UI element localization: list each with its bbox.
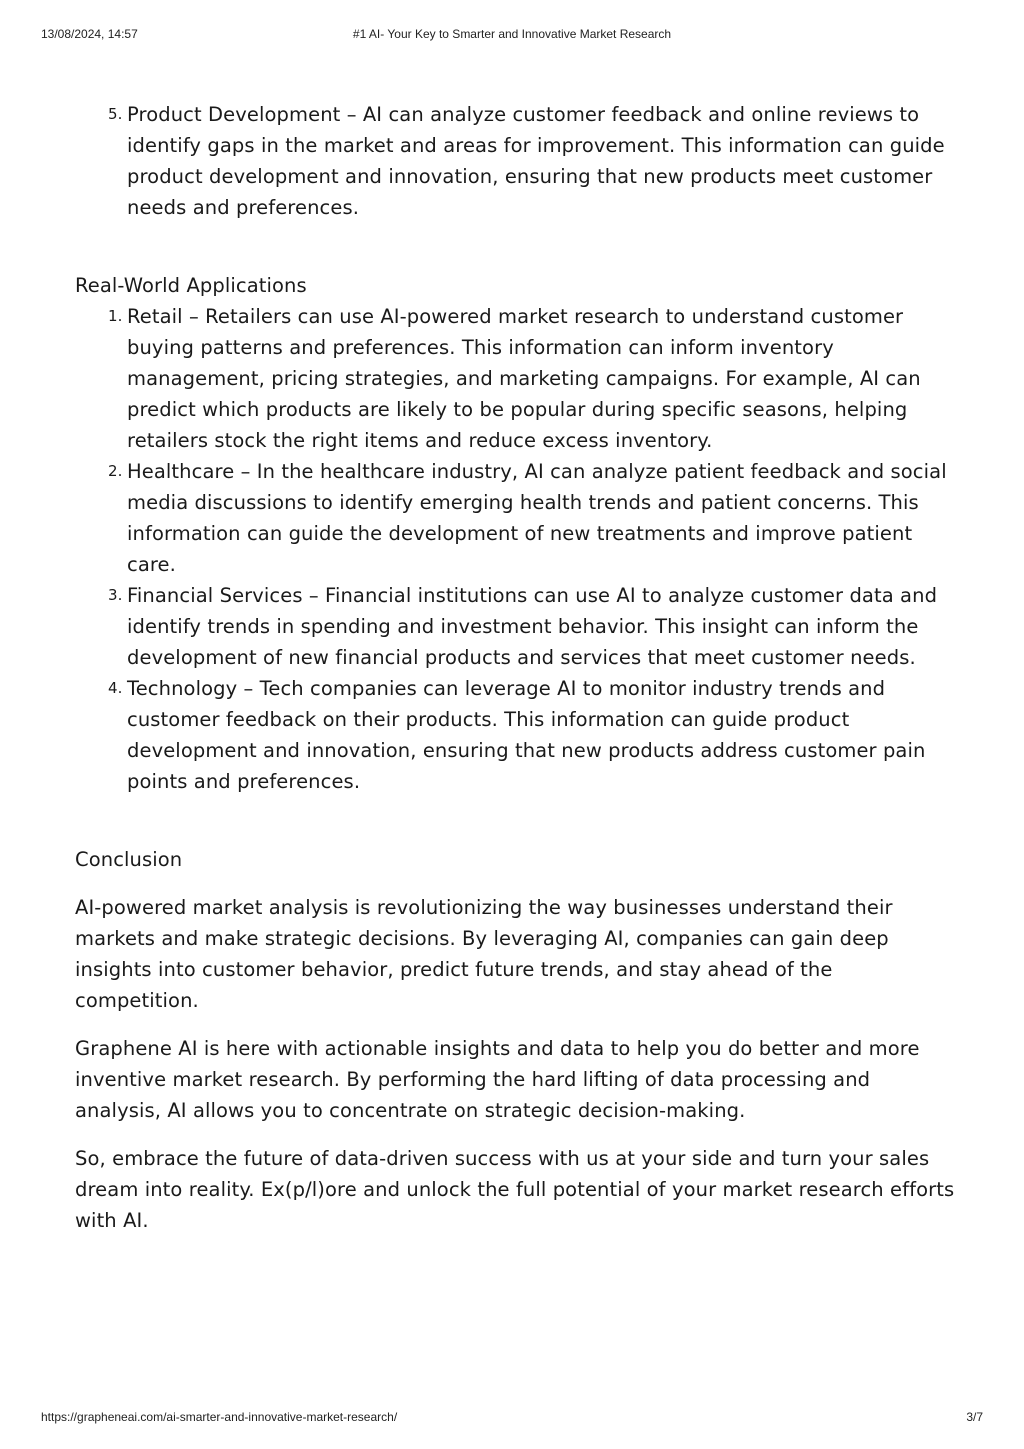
list-number: 2. <box>108 462 123 480</box>
print-page-title: #1 AI- Your Key to Smarter and Innovative Market Research <box>352 27 672 41</box>
print-datetime: 13/08/2024, 14:57 <box>41 27 138 41</box>
list-item-text: Healthcare – In the healthcare industry, AI can analyze patient feedback and social media discussions to identify emerging health trends and patient concerns. This information can guide the development of new treatments and improve patient care. <box>127 460 947 576</box>
print-footer <box>0 1410 1024 1426</box>
list-item-text: Product Development – AI can analyze customer feedback and online reviews to identify gaps in the market and areas for improvement. This information can guide product development and innovation, ensuring that new products meet customer needs and preferences. <box>127 103 945 219</box>
page-number: 3/7 <box>966 1410 983 1424</box>
list-number: 3. <box>108 586 123 604</box>
list-number: 1. <box>108 307 123 325</box>
list-number: 4. <box>108 679 123 697</box>
article-content <box>75 99 955 1236</box>
list-item <box>75 580 955 673</box>
list-item-text: Retail – Retailers can use AI-powered market research to understand customer buying patterns and preferences. This information can inform inventory management, pricing strategies, and marketing campaigns. For example, AI can predict which products are likely to be popular during specific seasons, helping retailers stock the right items and reduce excess inventory. <box>127 305 921 452</box>
conclusion-paragraph: So, embrace the future of data-driven success with us at your side and turn your sales dream into reality. Ex(p/l)ore and unlock the full potential of your market research efforts with AI. <box>75 1147 955 1232</box>
conclusion-paragraph: Graphene AI is here with actionable insights and data to help you do better and more inventive market research. By performing the hard lifting of data processing and analysis, AI allows you to concentrate on strategic decision-making. <box>75 1037 920 1122</box>
list-item <box>75 673 955 797</box>
list-item <box>75 301 955 456</box>
list-item-text: Technology – Tech companies can leverage AI to monitor industry trends and customer feedback on their products. This information can guide product development and innovation, ensuring that new products address customer pain points and preferences. <box>127 677 926 793</box>
list-item-text: Financial Services – Financial institutions can use AI to analyze customer data and identify trends in spending and investment behavior. This insight can inform the development of new financial products and services that meet customer needs. <box>127 584 938 669</box>
list-item <box>75 99 955 223</box>
list-number: 5. <box>108 105 123 123</box>
page-url: https://grapheneai.com/ai-smarter-and-innovative-market-research/ <box>41 1410 398 1424</box>
section-heading-conclusion: Conclusion <box>75 848 183 871</box>
applications-list <box>75 301 955 797</box>
conclusion-paragraph: AI-powered market analysis is revolutionizing the way businesses understand their markets and make strategic decisions. By leveraging AI, companies can gain deep insights into customer behavior, predict future trends, and stay ahead of the competition. <box>75 896 893 1012</box>
product-development-list <box>75 99 955 223</box>
section-heading-real-world-applications: Real-World Applications <box>75 274 307 297</box>
print-header <box>0 27 1024 43</box>
list-item <box>75 456 955 580</box>
